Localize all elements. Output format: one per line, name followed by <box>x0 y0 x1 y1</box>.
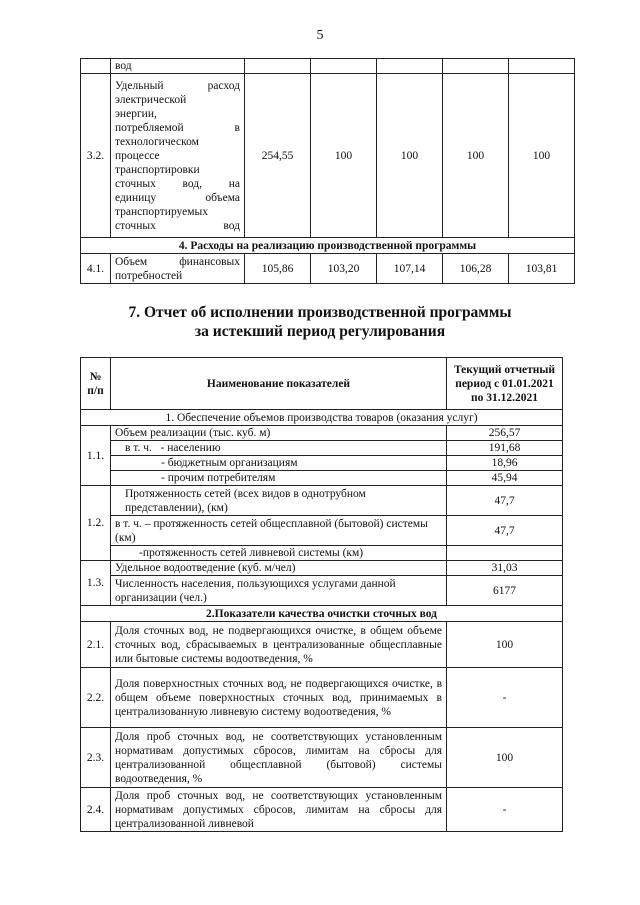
section-header-row <box>81 238 575 254</box>
table-row <box>81 426 563 441</box>
cell-value: 100 <box>447 728 563 788</box>
cell-value: 100 <box>443 74 509 238</box>
row-label: Доля поверхностных сточных вод, не подвергающихся очистке, в общем объеме поверхностных сточных вод, принимаемых в централизованную ливневую систему водоотведения, % <box>111 668 447 728</box>
row-number: 1.2. <box>81 486 111 561</box>
heading-line-1: 7. Отчет об исполнении производственной программы <box>128 304 512 321</box>
cell-value: 103,81 <box>509 254 575 284</box>
cell-value: 45,94 <box>447 471 563 486</box>
report-table <box>80 357 563 832</box>
row-label: вод <box>111 59 245 74</box>
row-number: 2.1. <box>81 622 111 668</box>
cell-value: 100 <box>311 74 377 238</box>
table-row <box>81 668 563 728</box>
row-label: в т. ч. - населению <box>111 441 447 456</box>
row-label: Объем реализации (тыс. куб. м) <box>111 426 447 441</box>
row-number: 4.1. <box>81 254 111 284</box>
row-number: 3.2. <box>81 74 111 238</box>
row-number: 2.3. <box>81 728 111 788</box>
table-row <box>81 561 563 576</box>
row-label: -протяженность сетей ливневой системы (км) <box>111 546 447 561</box>
table-row <box>81 441 563 456</box>
cell-value: 47,7 <box>447 486 563 516</box>
cell-value: 47,7 <box>447 516 563 546</box>
section-row <box>81 606 563 622</box>
label-line: потребляемой в <box>115 121 240 134</box>
table-row <box>81 74 575 238</box>
table-row <box>81 622 563 668</box>
label-line: энергии, <box>115 107 157 120</box>
row-label: - прочим потребителям <box>111 471 447 486</box>
row-label: - бюджетным организациям <box>111 456 447 471</box>
row-label: в т. ч. – протяженность сетей общесплавной (бытовой) системы (км) <box>111 516 447 546</box>
cell-value <box>447 546 563 561</box>
section-row <box>81 410 563 426</box>
cell-value: 256,57 <box>447 426 563 441</box>
cell-value: 100 <box>377 74 443 238</box>
cell-value: 106,28 <box>443 254 509 284</box>
header-name: Наименование показателей <box>111 358 447 410</box>
label-line: сточных вод, на <box>115 177 240 190</box>
label-line: потребностей <box>115 269 183 282</box>
row-label: Доля проб сточных вод, не соответствующих установленным нормативам допустимых сбросов, лимитам на сбросы для централизованной ливневой <box>111 788 447 832</box>
section-heading <box>0 303 640 341</box>
label-line: сточных вод <box>115 219 240 232</box>
heading-line-2: за истекший период регулирования <box>194 323 446 340</box>
cell-value: 103,20 <box>311 254 377 284</box>
cell-value: - <box>447 668 563 728</box>
row-number: 2.4. <box>81 788 111 832</box>
table-row <box>81 471 563 486</box>
cell-value: 100 <box>509 74 575 238</box>
cell-value: - <box>447 788 563 832</box>
row-label <box>111 254 245 284</box>
label-line: технологическом <box>115 135 199 148</box>
row-label <box>111 74 245 238</box>
continued-table <box>80 58 575 284</box>
row-label: Доля проб сточных вод, не соответствующих установленным нормативам допустимых сбросов, лимитам на сбросы для централизованной общесплавной (бытовой) системы водоотведения, % <box>111 728 447 788</box>
label-line: Объем финансовых <box>115 255 240 268</box>
label-line: транспортируемых <box>115 205 209 218</box>
header-row <box>81 358 563 410</box>
table-row <box>81 728 563 788</box>
row-label: Численность населения, пользующихся услугами данной организации (чел.) <box>111 576 447 606</box>
cell-value: 254,55 <box>245 74 311 238</box>
cell-value: 31,03 <box>447 561 563 576</box>
section-title: 2.Показатели качества очистки сточных вод <box>81 606 563 622</box>
table-row <box>81 576 563 606</box>
row-label: Доля сточных вод, не подвергающихся очистке, в общем объеме сточных вод, сбрасываемых в централизованные общесплавные или бытовые системы водоотведения, % <box>111 622 447 668</box>
section-title: 4. Расходы на реализацию производственной программы <box>81 238 575 254</box>
table-row <box>81 546 563 561</box>
table-row <box>81 59 575 74</box>
cell-value: 107,14 <box>377 254 443 284</box>
label-line: Удельный расход <box>115 79 240 92</box>
cell-value: 18,96 <box>447 456 563 471</box>
table-row <box>81 788 563 832</box>
table-row <box>81 456 563 471</box>
header-period: Текущий отчетный период с 01.01.2021 по 31.12.2021 <box>447 358 563 410</box>
table-row <box>81 254 575 284</box>
header-number: № п/п <box>81 358 111 410</box>
row-label: Удельное водоотведение (куб. м/чел) <box>111 561 447 576</box>
row-number: 1.3. <box>81 561 111 606</box>
table-row <box>81 516 563 546</box>
cell-value: 100 <box>447 622 563 668</box>
cell-value: 6177 <box>447 576 563 606</box>
label-line: транспортировки <box>115 163 200 176</box>
label-line: электрической <box>115 93 187 106</box>
section-title: 1. Обеспечение объемов производства товаров (оказания услуг) <box>81 410 563 426</box>
cell-value: 191,68 <box>447 441 563 456</box>
row-label: Протяженность сетей (всех видов в однотрубном представлении), (км) <box>111 486 447 516</box>
table-row <box>81 486 563 516</box>
row-number: 1.1. <box>81 426 111 486</box>
cell-value: 105,86 <box>245 254 311 284</box>
page-number: 5 <box>316 28 324 43</box>
row-number: 2.2. <box>81 668 111 728</box>
label-line: единицу объема <box>115 191 240 204</box>
label-line: процессе <box>115 149 160 162</box>
